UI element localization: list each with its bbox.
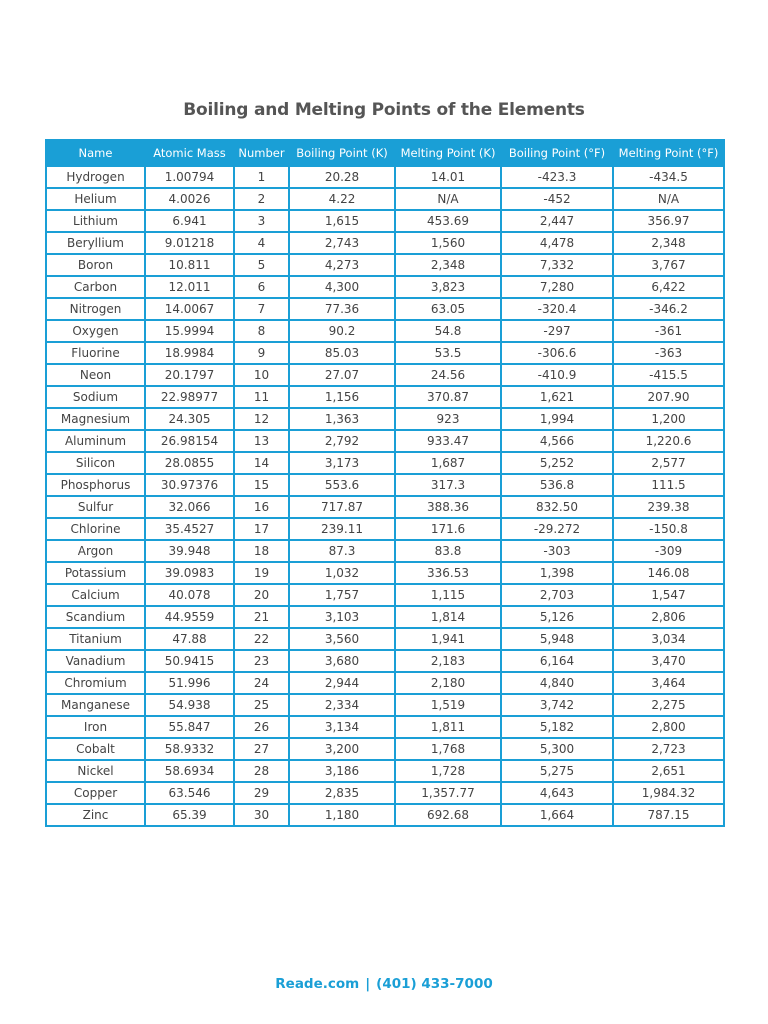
cell-atomic-mass: 63.546 (145, 782, 234, 804)
cell-boiling-f: 5,126 (501, 606, 613, 628)
cell-boiling-k: 3,134 (289, 716, 395, 738)
cell-melting-f: 1,547 (613, 584, 724, 606)
table-row (46, 166, 724, 188)
footer-separator: | (365, 976, 371, 992)
cell-boiling-k: 1,032 (289, 562, 395, 584)
cell-boiling-f: 4,643 (501, 782, 613, 804)
cell-atomic-mass: 10.811 (145, 254, 234, 276)
table-row (46, 276, 724, 298)
cell-boiling-k: 87.3 (289, 540, 395, 562)
cell-number: 9 (234, 342, 289, 364)
cell-number: 16 (234, 496, 289, 518)
cell-boiling-f: -29.272 (501, 518, 613, 540)
cell-boiling-k: 27.07 (289, 364, 395, 386)
cell-boiling-f: 1,621 (501, 386, 613, 408)
cell-boiling-f: 832.50 (501, 496, 613, 518)
cell-name: Hydrogen (46, 166, 145, 188)
table-row (46, 496, 724, 518)
cell-boiling-f: 4,566 (501, 430, 613, 452)
column-header-name: Name (46, 140, 145, 166)
cell-melting-f: 207.90 (613, 386, 724, 408)
table-row (46, 232, 724, 254)
cell-atomic-mass: 15.9994 (145, 320, 234, 342)
cell-melting-f: 3,034 (613, 628, 724, 650)
cell-boiling-f: -410.9 (501, 364, 613, 386)
column-header-melting-f: Melting Point (°F) (613, 140, 724, 166)
cell-boiling-f: 5,300 (501, 738, 613, 760)
header-row (46, 140, 724, 166)
cell-atomic-mass: 1.00794 (145, 166, 234, 188)
cell-name: Vanadium (46, 650, 145, 672)
table-row (46, 782, 724, 804)
cell-melting-k: 2,348 (395, 254, 501, 276)
cell-boiling-k: 3,186 (289, 760, 395, 782)
cell-melting-f: -309 (613, 540, 724, 562)
cell-atomic-mass: 47.88 (145, 628, 234, 650)
cell-name: Calcium (46, 584, 145, 606)
cell-boiling-f: -297 (501, 320, 613, 342)
cell-boiling-k: 1,363 (289, 408, 395, 430)
cell-name: Zinc (46, 804, 145, 826)
cell-boiling-k: 2,743 (289, 232, 395, 254)
cell-melting-k: 317.3 (395, 474, 501, 496)
cell-atomic-mass: 9.01218 (145, 232, 234, 254)
cell-melting-k: 2,180 (395, 672, 501, 694)
cell-number: 17 (234, 518, 289, 540)
cell-atomic-mass: 44.9559 (145, 606, 234, 628)
table-row (46, 364, 724, 386)
cell-boiling-k: 2,835 (289, 782, 395, 804)
cell-boiling-f: 5,252 (501, 452, 613, 474)
cell-melting-f: 3,767 (613, 254, 724, 276)
cell-melting-k: 83.8 (395, 540, 501, 562)
cell-boiling-k: 1,156 (289, 386, 395, 408)
cell-melting-k: 1,814 (395, 606, 501, 628)
cell-boiling-k: 90.2 (289, 320, 395, 342)
cell-atomic-mass: 22.98977 (145, 386, 234, 408)
cell-number: 3 (234, 210, 289, 232)
cell-melting-f: 146.08 (613, 562, 724, 584)
cell-melting-f: 239.38 (613, 496, 724, 518)
cell-name: Manganese (46, 694, 145, 716)
cell-number: 11 (234, 386, 289, 408)
cell-name: Chromium (46, 672, 145, 694)
cell-boiling-k: 3,200 (289, 738, 395, 760)
cell-boiling-f: -452 (501, 188, 613, 210)
cell-number: 20 (234, 584, 289, 606)
cell-boiling-k: 85.03 (289, 342, 395, 364)
cell-boiling-k: 2,334 (289, 694, 395, 716)
cell-number: 30 (234, 804, 289, 826)
cell-boiling-k: 239.11 (289, 518, 395, 540)
cell-atomic-mass: 55.847 (145, 716, 234, 738)
cell-melting-f: -346.2 (613, 298, 724, 320)
cell-number: 27 (234, 738, 289, 760)
cell-name: Chlorine (46, 518, 145, 540)
table-row (46, 518, 724, 540)
table-row (46, 562, 724, 584)
table-row (46, 320, 724, 342)
elements-table (45, 139, 725, 827)
cell-melting-f: 2,348 (613, 232, 724, 254)
cell-name: Sulfur (46, 496, 145, 518)
cell-name: Boron (46, 254, 145, 276)
cell-melting-k: 388.36 (395, 496, 501, 518)
table-row (46, 474, 724, 496)
column-header-number: Number (234, 140, 289, 166)
cell-atomic-mass: 6.941 (145, 210, 234, 232)
cell-name: Silicon (46, 452, 145, 474)
cell-name: Aluminum (46, 430, 145, 452)
cell-boiling-k: 3,560 (289, 628, 395, 650)
cell-name: Copper (46, 782, 145, 804)
table-row (46, 342, 724, 364)
cell-boiling-f: 2,703 (501, 584, 613, 606)
table-row (46, 254, 724, 276)
cell-number: 13 (234, 430, 289, 452)
cell-boiling-k: 2,944 (289, 672, 395, 694)
cell-melting-k: 53.5 (395, 342, 501, 364)
cell-number: 5 (234, 254, 289, 276)
table-row (46, 628, 724, 650)
cell-melting-k: 923 (395, 408, 501, 430)
table-row (46, 672, 724, 694)
cell-boiling-f: 1,398 (501, 562, 613, 584)
cell-boiling-f: 7,280 (501, 276, 613, 298)
cell-melting-k: 1,768 (395, 738, 501, 760)
cell-number: 23 (234, 650, 289, 672)
cell-boiling-k: 717.87 (289, 496, 395, 518)
cell-atomic-mass: 28.0855 (145, 452, 234, 474)
cell-number: 22 (234, 628, 289, 650)
table-row (46, 540, 724, 562)
cell-name: Helium (46, 188, 145, 210)
cell-number: 21 (234, 606, 289, 628)
table-row (46, 452, 724, 474)
cell-melting-f: N/A (613, 188, 724, 210)
cell-melting-f: -150.8 (613, 518, 724, 540)
cell-number: 10 (234, 364, 289, 386)
cell-number: 29 (234, 782, 289, 804)
cell-name: Nickel (46, 760, 145, 782)
cell-melting-f: 1,984.32 (613, 782, 724, 804)
cell-melting-f: 2,806 (613, 606, 724, 628)
cell-atomic-mass: 51.996 (145, 672, 234, 694)
cell-boiling-k: 553.6 (289, 474, 395, 496)
cell-boiling-f: 5,275 (501, 760, 613, 782)
table-header (46, 140, 724, 166)
column-header-atomic-mass: Atomic Mass (145, 140, 234, 166)
cell-boiling-k: 1,615 (289, 210, 395, 232)
cell-number: 15 (234, 474, 289, 496)
cell-melting-f: 1,200 (613, 408, 724, 430)
table-row (46, 430, 724, 452)
cell-boiling-f: 4,478 (501, 232, 613, 254)
cell-name: Carbon (46, 276, 145, 298)
cell-melting-f: -415.5 (613, 364, 724, 386)
cell-atomic-mass: 18.9984 (145, 342, 234, 364)
cell-boiling-f: -320.4 (501, 298, 613, 320)
cell-atomic-mass: 39.948 (145, 540, 234, 562)
cell-name: Argon (46, 540, 145, 562)
cell-melting-k: 1,519 (395, 694, 501, 716)
cell-melting-f: 2,275 (613, 694, 724, 716)
cell-atomic-mass: 20.1797 (145, 364, 234, 386)
cell-atomic-mass: 32.066 (145, 496, 234, 518)
column-header-melting-k: Melting Point (K) (395, 140, 501, 166)
cell-melting-k: 171.6 (395, 518, 501, 540)
cell-boiling-k: 3,103 (289, 606, 395, 628)
cell-boiling-f: 536.8 (501, 474, 613, 496)
cell-boiling-f: 6,164 (501, 650, 613, 672)
cell-number: 2 (234, 188, 289, 210)
cell-boiling-f: -303 (501, 540, 613, 562)
cell-melting-f: 111.5 (613, 474, 724, 496)
cell-melting-k: 54.8 (395, 320, 501, 342)
cell-melting-k: 1,115 (395, 584, 501, 606)
cell-name: Magnesium (46, 408, 145, 430)
cell-melting-k: 1,560 (395, 232, 501, 254)
table-row (46, 760, 724, 782)
cell-number: 12 (234, 408, 289, 430)
cell-name: Potassium (46, 562, 145, 584)
cell-atomic-mass: 26.98154 (145, 430, 234, 452)
cell-boiling-k: 77.36 (289, 298, 395, 320)
cell-melting-k: 1,357.77 (395, 782, 501, 804)
cell-melting-f: 6,422 (613, 276, 724, 298)
cell-atomic-mass: 40.078 (145, 584, 234, 606)
cell-melting-f: -434.5 (613, 166, 724, 188)
column-header-boiling-f: Boiling Point (°F) (501, 140, 613, 166)
cell-melting-k: 336.53 (395, 562, 501, 584)
cell-melting-k: 692.68 (395, 804, 501, 826)
cell-melting-f: 2,800 (613, 716, 724, 738)
cell-boiling-k: 2,792 (289, 430, 395, 452)
cell-melting-k: 63.05 (395, 298, 501, 320)
cell-number: 6 (234, 276, 289, 298)
cell-name: Oxygen (46, 320, 145, 342)
page-title: Boiling and Melting Points of the Elements (183, 100, 585, 120)
cell-atomic-mass: 58.6934 (145, 760, 234, 782)
table-row (46, 694, 724, 716)
cell-boiling-k: 1,180 (289, 804, 395, 826)
table-row (46, 408, 724, 430)
table-row (46, 188, 724, 210)
cell-melting-k: 1,728 (395, 760, 501, 782)
table-row (46, 298, 724, 320)
cell-atomic-mass: 30.97376 (145, 474, 234, 496)
table-row (46, 606, 724, 628)
cell-boiling-k: 4,273 (289, 254, 395, 276)
cell-number: 26 (234, 716, 289, 738)
cell-boiling-f: 1,664 (501, 804, 613, 826)
cell-melting-f: 1,220.6 (613, 430, 724, 452)
cell-melting-k: 370.87 (395, 386, 501, 408)
cell-melting-f: 787.15 (613, 804, 724, 826)
cell-name: Scandium (46, 606, 145, 628)
cell-name: Phosphorus (46, 474, 145, 496)
cell-name: Nitrogen (46, 298, 145, 320)
cell-number: 24 (234, 672, 289, 694)
table-row (46, 738, 724, 760)
cell-melting-k: 933.47 (395, 430, 501, 452)
cell-melting-f: -363 (613, 342, 724, 364)
cell-melting-f: 2,651 (613, 760, 724, 782)
cell-boiling-k: 4,300 (289, 276, 395, 298)
cell-number: 4 (234, 232, 289, 254)
cell-melting-f: 2,723 (613, 738, 724, 760)
cell-boiling-f: -306.6 (501, 342, 613, 364)
cell-name: Titanium (46, 628, 145, 650)
cell-number: 25 (234, 694, 289, 716)
table-row (46, 210, 724, 232)
cell-boiling-f: 7,332 (501, 254, 613, 276)
cell-name: Cobalt (46, 738, 145, 760)
cell-melting-f: 3,470 (613, 650, 724, 672)
cell-number: 14 (234, 452, 289, 474)
cell-boiling-k: 3,680 (289, 650, 395, 672)
cell-melting-k: 1,811 (395, 716, 501, 738)
cell-melting-f: 3,464 (613, 672, 724, 694)
cell-boiling-f: 4,840 (501, 672, 613, 694)
cell-melting-k: 2,183 (395, 650, 501, 672)
cell-number: 18 (234, 540, 289, 562)
cell-boiling-k: 3,173 (289, 452, 395, 474)
cell-atomic-mass: 14.0067 (145, 298, 234, 320)
table-row (46, 650, 724, 672)
cell-boiling-f: 2,447 (501, 210, 613, 232)
table-body (46, 166, 724, 826)
cell-melting-k: N/A (395, 188, 501, 210)
cell-boiling-k: 1,757 (289, 584, 395, 606)
cell-boiling-f: -423.3 (501, 166, 613, 188)
cell-boiling-f: 1,994 (501, 408, 613, 430)
cell-melting-f: 2,577 (613, 452, 724, 474)
cell-atomic-mass: 54.938 (145, 694, 234, 716)
cell-name: Iron (46, 716, 145, 738)
cell-number: 1 (234, 166, 289, 188)
cell-boiling-f: 3,742 (501, 694, 613, 716)
cell-atomic-mass: 50.9415 (145, 650, 234, 672)
cell-boiling-k: 20.28 (289, 166, 395, 188)
table-row (46, 716, 724, 738)
cell-melting-f: 356.97 (613, 210, 724, 232)
cell-atomic-mass: 4.0026 (145, 188, 234, 210)
cell-boiling-f: 5,182 (501, 716, 613, 738)
cell-name: Fluorine (46, 342, 145, 364)
cell-melting-k: 3,823 (395, 276, 501, 298)
cell-melting-k: 453.69 (395, 210, 501, 232)
cell-melting-k: 1,687 (395, 452, 501, 474)
cell-atomic-mass: 24.305 (145, 408, 234, 430)
cell-atomic-mass: 12.011 (145, 276, 234, 298)
cell-name: Neon (46, 364, 145, 386)
cell-number: 28 (234, 760, 289, 782)
footer-phone: (401) 433-7000 (376, 976, 493, 992)
cell-name: Lithium (46, 210, 145, 232)
table-row (46, 386, 724, 408)
cell-boiling-f: 5,948 (501, 628, 613, 650)
cell-number: 19 (234, 562, 289, 584)
cell-atomic-mass: 35.4527 (145, 518, 234, 540)
column-header-boiling-k: Boiling Point (K) (289, 140, 395, 166)
cell-atomic-mass: 58.9332 (145, 738, 234, 760)
cell-melting-k: 14.01 (395, 166, 501, 188)
cell-atomic-mass: 65.39 (145, 804, 234, 826)
cell-name: Beryllium (46, 232, 145, 254)
table-row (46, 584, 724, 606)
cell-name: Sodium (46, 386, 145, 408)
cell-melting-f: -361 (613, 320, 724, 342)
footer-contact (0, 976, 768, 992)
cell-number: 7 (234, 298, 289, 320)
cell-number: 8 (234, 320, 289, 342)
cell-atomic-mass: 39.0983 (145, 562, 234, 584)
table-row (46, 804, 724, 826)
cell-boiling-k: 4.22 (289, 188, 395, 210)
cell-melting-k: 24.56 (395, 364, 501, 386)
cell-melting-k: 1,941 (395, 628, 501, 650)
footer-website-link[interactable]: Reade.com (275, 976, 360, 992)
